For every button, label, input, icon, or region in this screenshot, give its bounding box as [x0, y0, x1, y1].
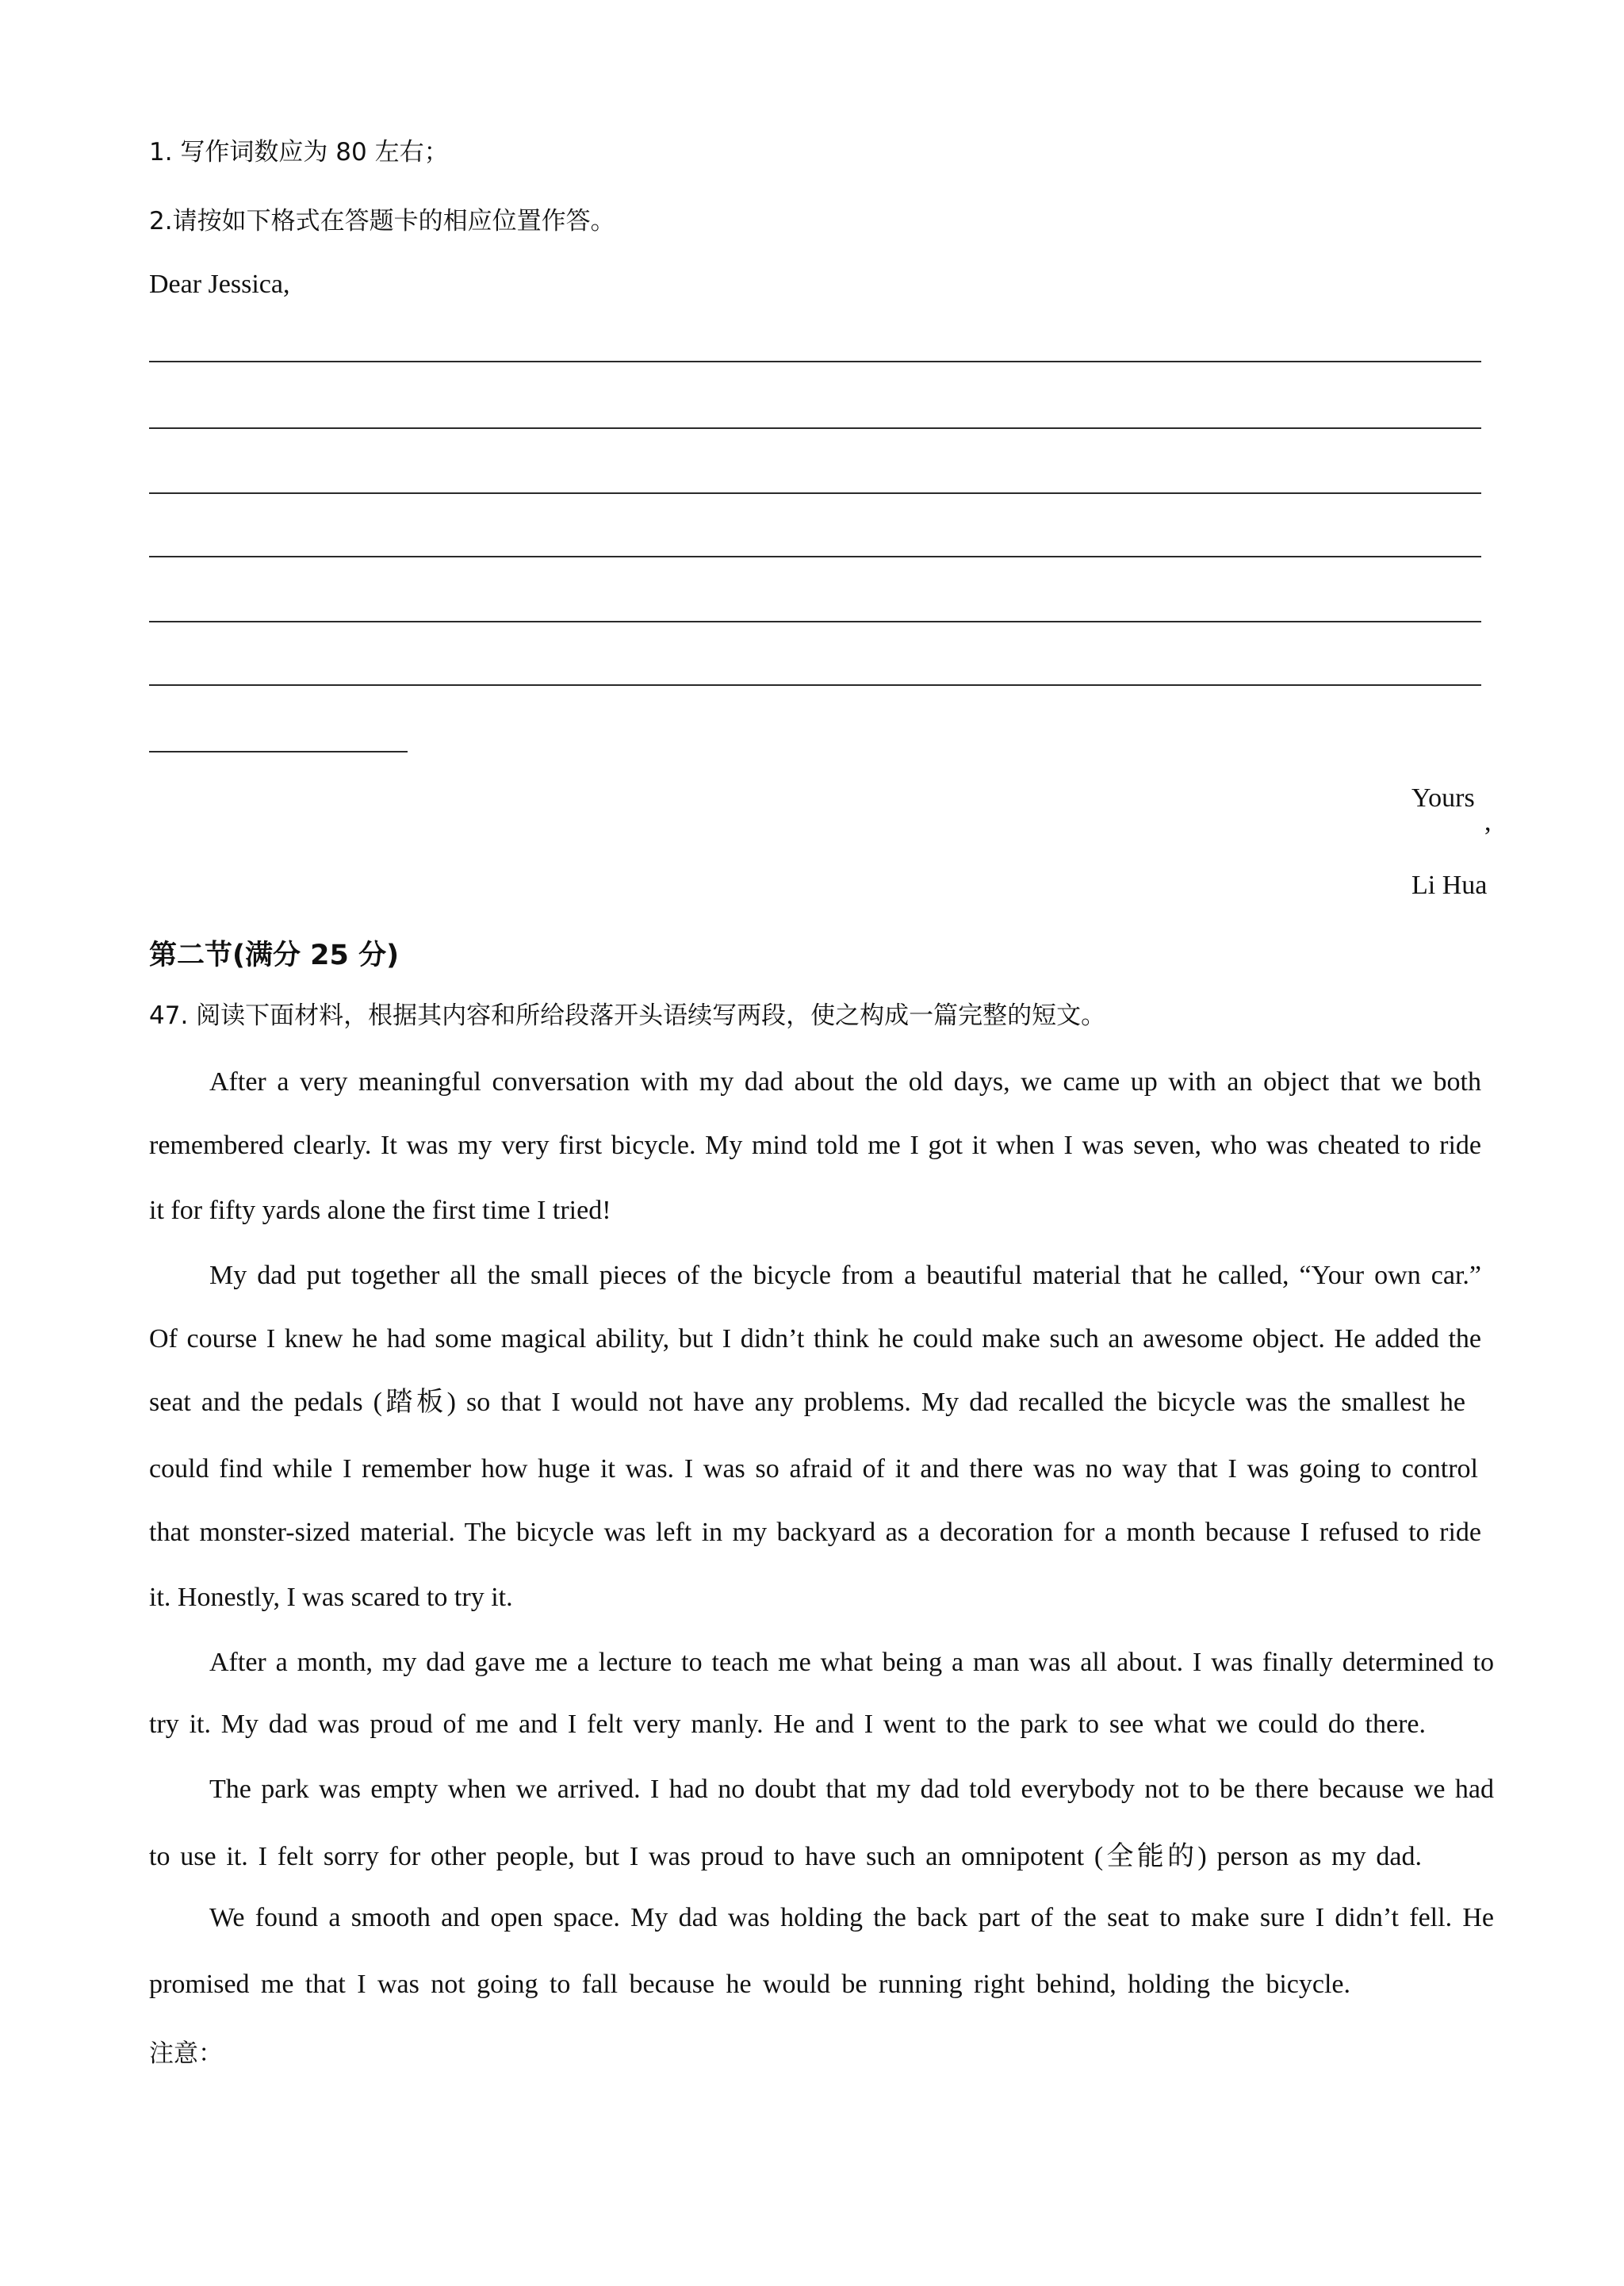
letter-signature: Li Hua	[1411, 871, 1488, 900]
section-heading: 第二节(满分 25 分)	[149, 940, 400, 971]
passage-line: promised me that I was not going to fall because he would be running right behind, holding the bicycle.	[149, 1970, 1350, 1999]
passage-line: to use it. I felt sorry for other people, but I was proud to have such an omnipotent (全能的) person as my dad.	[149, 1842, 1422, 1871]
answer-line-3	[149, 492, 1481, 494]
passage-line: After a very meaningful conversation with my dad about the old days, we came up with an object that we both	[209, 1067, 1481, 1097]
notes-label: 注意：	[149, 2039, 223, 2068]
answer-line-2	[149, 427, 1481, 429]
passage-line: it. Honestly, I was scared to try it.	[149, 1583, 513, 1612]
answer-line-1	[149, 361, 1481, 362]
passage-line: that monster-sized material. The bicycle was left in my backyard as a decoration for a month because I refused to ride	[149, 1518, 1481, 1547]
answer-line-short	[149, 751, 408, 752]
letter-closing-comma: ,	[1484, 807, 1492, 837]
passage-line: could find while I remember how huge it was. I was so afraid of it and there was no way that I was going to control	[149, 1454, 1478, 1484]
passage-line: it for fifty yards alone the first time I tried!	[149, 1196, 611, 1225]
passage-line: try it. My dad was proud of me and I felt very manly. He and I went to the park to see what we could do there.	[149, 1710, 1426, 1739]
instruction-item-2: 2.请按如下格式在答题卡的相应位置作答。	[149, 207, 615, 235]
letter-closing: Yours	[1411, 783, 1475, 813]
passage-line: Of course I knew he had some magical ability, but I didn’t think he could make such an awesome object. He added the	[149, 1324, 1481, 1354]
answer-line-4	[149, 556, 1481, 557]
passage-line: remembered clearly. It was my very first bicycle. My mind told me I got it when I was seven, who was cheated to ride	[149, 1131, 1481, 1160]
instruction-item-1: 1. 写作词数应为 80 左右；	[149, 138, 449, 167]
passage-line: The park was empty when we arrived. I had no doubt that my dad told everybody not to be there because we had	[209, 1775, 1494, 1804]
passage-line: After a month, my dad gave me a lecture to teach me what being a man was all about. I was finally determined to	[209, 1648, 1494, 1677]
passage-line: My dad put together all the small pieces of the bicycle from a beautiful material that he called, “Your own car.”	[209, 1261, 1481, 1290]
passage-line: We found a smooth and open space. My dad was holding the back part of the seat to make sure I didn’t fell. He	[209, 1903, 1494, 1932]
letter-salutation: Dear Jessica,	[149, 270, 290, 299]
question-47-prompt: 47. 阅读下面材料，根据其内容和所给段落开头语续写两段，使之构成一篇完整的短文。	[149, 1001, 1106, 1030]
passage-line: seat and the pedals (踏板) so that I would not have any problems. My dad recalled the bicycle was the smallest he	[149, 1388, 1465, 1417]
answer-line-6	[149, 684, 1481, 686]
answer-line-5	[149, 621, 1481, 622]
